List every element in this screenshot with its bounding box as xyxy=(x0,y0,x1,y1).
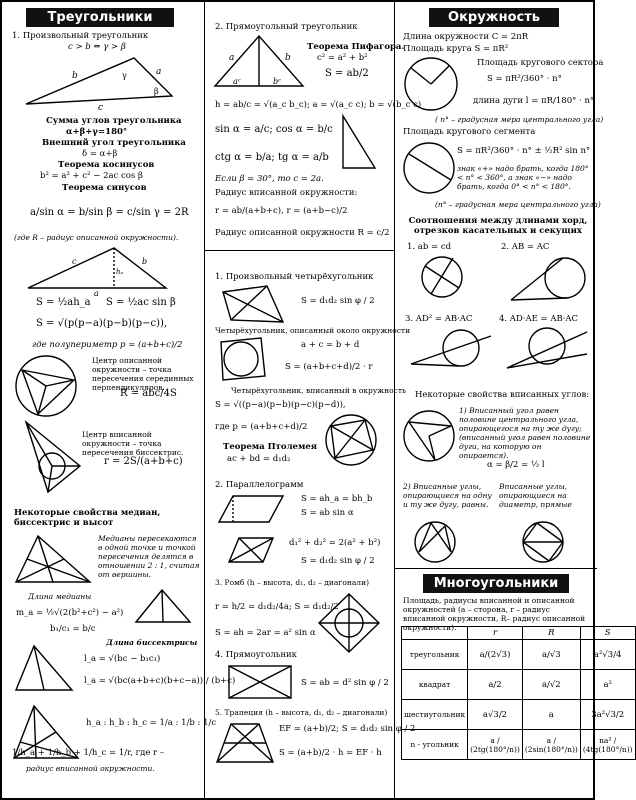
area-height-formula: S = ½ah_a xyxy=(36,297,91,308)
cell-S: 3a²√3/2 xyxy=(580,700,635,730)
rhombus-formula-2: S = ah = 2ar = a² sin α xyxy=(215,628,316,638)
segment-sign-note: знак «+» надо брать, когда 180° < n° < 360°, а знак «−» надо брать, когда 0° < n° < 180°. xyxy=(457,164,589,191)
secant-tangent-figure xyxy=(407,324,495,372)
cell-r: a√3/2 xyxy=(468,700,523,730)
svg-text:b: b xyxy=(285,53,291,63)
divider xyxy=(205,250,395,251)
rhombus-figure xyxy=(315,590,383,656)
secants-figure xyxy=(503,324,591,372)
svg-text:β: β xyxy=(154,87,159,96)
sector-figure xyxy=(401,54,461,114)
area-sine-formula: S = ½ac sin β xyxy=(106,297,176,308)
arb-triangle-title: 1. Произвольный треугольник xyxy=(12,31,149,41)
arb-inequality: c > b ⇔ γ > β xyxy=(68,42,126,52)
circle-area-formula: Площадь круга S = πR² xyxy=(403,44,509,54)
secant-3: 3. AD² = AB·AC xyxy=(405,314,473,324)
cell-R: a / (2sin(180°/n)) xyxy=(522,730,580,760)
right-angle-figure xyxy=(337,112,379,172)
circumference-formula: Длина окружности C = 2πR xyxy=(403,32,529,42)
parallelogram-area-1: S = ah_a = bh_b xyxy=(301,494,373,504)
cell-r: a/(2√3) xyxy=(468,640,523,670)
header-cell: R xyxy=(522,627,580,640)
sector-title: Площадь кругового сектора xyxy=(477,58,604,68)
rectangle-area: S = ab = d² sin φ / 2 xyxy=(301,678,389,688)
triangles-column xyxy=(2,2,236,798)
chords-figure xyxy=(417,252,467,302)
sin-cos-formula: sin α = a/c; cos α = b/c xyxy=(215,124,333,135)
tangential-title: Четырёхугольник, описанный около окружности xyxy=(215,326,411,335)
median-length-formula: m_a = ½√(2(b²+c²) − a²) xyxy=(16,608,124,618)
parallelogram-diagonals-figure xyxy=(227,534,277,566)
svg-text:γ: γ xyxy=(122,71,127,80)
tangents-2: 2. AB = AC xyxy=(501,242,550,252)
svg-text:b: b xyxy=(142,257,148,266)
quadrilateral-figure xyxy=(217,282,287,326)
inscribed-angle-rule-3: Вписанные углы, опирающиеся на диаметр, прямые xyxy=(499,482,572,509)
circumscribed-circle-figure xyxy=(8,350,88,420)
svg-text:a: a xyxy=(94,289,99,298)
inscribed-angle-rule-1: 1) Вписанный угол равен половине центрального угла, опирающегося на ту же дугу; (вписанный угол равен половине дуги, на которую он опирается). xyxy=(459,406,591,460)
brahmagupta-p: где p = (a+b+c+d)/2 xyxy=(215,422,308,432)
heron-formula: S = √(p(p−a)(p−b)(p−c)), xyxy=(36,318,168,329)
parallelogram-area-2: S = ab sin α xyxy=(301,508,354,518)
svg-text:a: a xyxy=(156,67,162,77)
header-cell: r xyxy=(468,627,523,640)
cell-r: a/2 xyxy=(468,670,523,700)
inradius-formula: r = 2S/(a+b+c) xyxy=(104,456,183,467)
table-row xyxy=(402,730,636,760)
cell-S: na² / (4tg(180°/n)) xyxy=(580,730,635,760)
trapezoid-title: 5. Трапеция (h – высота, d₁, d₂ – диагонали) xyxy=(215,708,388,717)
arbitrary-triangle-figure xyxy=(22,52,177,112)
inscribed-angles-title: Некоторые свойства вписанных углов: xyxy=(415,390,590,400)
inscribed-angle-figure xyxy=(401,406,457,468)
chords-1: 1. ab = cd xyxy=(407,242,452,252)
cell-R: a/√2 xyxy=(522,670,580,700)
angle-sum-title: Сумма углов треугольника xyxy=(46,116,182,126)
quad-title: 1. Произвольный четырёхугольник xyxy=(215,272,374,282)
divider xyxy=(395,568,597,569)
svg-text:bᶜ: bᶜ xyxy=(273,77,281,86)
parallelogram-figure xyxy=(217,492,287,526)
tangential-area: S = (a+b+c+d)/2 · r xyxy=(285,362,373,372)
heights-sum: 1/h_a + 1/h_b + 1/h_c = 1/r, где r – xyxy=(12,748,165,758)
secants-4: 4. AD·AE = AB·AC xyxy=(499,314,579,324)
circumscribed-radius: Радиус описанной окружности R = c/2 xyxy=(215,228,390,238)
bisector-length-formula-2: l_a = √(bc(a+b+c)(b+c−a)) / (b+c) xyxy=(84,676,236,686)
medians-text: Медианы пересекаются в одной точке и точкой пересечения делятся в отношении 2 : 1, считая от вершины. xyxy=(98,534,200,579)
inscribed-radius-formula: r = ab/(a+b+c), r = (a+b−c)/2 xyxy=(215,206,348,216)
circle-header: Окружность xyxy=(429,8,559,27)
sine-theorem-title: Теорема синусов xyxy=(62,183,147,193)
table-row xyxy=(402,670,636,700)
heights-note: радиус вписанной окружности. xyxy=(26,764,155,773)
rhombus-title: 3. Ромб (h – высота, d₁, d₂ – диагонали) xyxy=(215,578,369,587)
sine-theorem-note: (где R – радиус описанной окружности). xyxy=(14,233,179,242)
cell-S: a²√3/4 xyxy=(580,640,635,670)
svg-text:a: a xyxy=(229,53,235,63)
rectangle-title: 4. Прямоугольник xyxy=(215,650,297,660)
segment-formula: S = πR²/360° · n° ± ½R² sin n° xyxy=(457,146,591,156)
cosine-theorem-title: Теорема косинусов xyxy=(58,160,155,170)
tangential-equality: a + c = b + d xyxy=(301,340,360,350)
circumcenter-text: Центр описанной окружности – точка пересечения серединных перпендикуляров. xyxy=(92,356,194,392)
same-arc-figure xyxy=(411,518,459,566)
exterior-angle-title: Внешний угол треугольника xyxy=(42,138,186,148)
cosine-theorem-formula: b² = a² + c² − 2ac cos β xyxy=(40,171,143,181)
sector-note: ( n° – градусная мера центрального угла) xyxy=(435,115,604,124)
row-label: треугольник xyxy=(402,640,468,670)
parallelogram-title: 2. Параллелограмм xyxy=(215,480,304,490)
cell-R: a xyxy=(522,700,580,730)
cyclic-figure xyxy=(321,412,381,468)
ptolemy-formula: ac + bd = d₁d₂ xyxy=(227,454,291,464)
row-label: n - угольник xyxy=(402,730,468,760)
arc-formula: длина дуги l = πR/180° · n° xyxy=(473,96,595,106)
medians-title: Некоторые свойства медиан, биссектрис и высот xyxy=(14,508,161,528)
polygons-table xyxy=(401,626,636,760)
tangential-figure xyxy=(217,336,269,382)
bisector-length-formula-1: l_a = √(bc − b₁c₁) xyxy=(84,654,161,664)
segment-note: (n° – градусная мера центрального угла) xyxy=(435,200,601,209)
tangents-figure xyxy=(505,252,591,306)
example-30: Если β = 30°, то c = 2a. xyxy=(215,174,324,184)
right-triangle-figure xyxy=(211,32,307,92)
quad-area: S = d₁d₂ sin φ / 2 xyxy=(301,296,375,306)
cyclic-title: Четырёхугольник, вписанный в окружность xyxy=(231,386,407,395)
median-length-title: Длина медианы xyxy=(28,592,92,601)
table-row xyxy=(402,640,636,670)
polygons-header: Многоугольники xyxy=(423,574,569,593)
incenter-text: Центр вписанной окружности – точка пересечения биссектрис. xyxy=(82,430,184,457)
cell-S: a² xyxy=(580,670,635,700)
header-cell xyxy=(402,627,468,640)
exterior-angle-formula: δ = α+β xyxy=(82,149,118,159)
parallelogram-area-3: S = d₁d₂ sin φ / 2 xyxy=(301,556,375,566)
diameter-figure xyxy=(519,518,567,566)
trapezoid-figure xyxy=(215,720,275,766)
height-formula: h = ab/c = √(a_c b_c); a = √(a_c c); b = √(b_c c) xyxy=(215,100,422,110)
header-cell: S xyxy=(580,627,635,640)
right-area-formula: S = ab/2 xyxy=(325,68,369,79)
right-triangle-title: 2. Прямоугольный треугольник xyxy=(215,22,358,32)
table-header-row xyxy=(402,627,636,640)
bisector-figure xyxy=(12,642,76,694)
chords-title: Соотношения между длинами хорд, отрезков касательных и секущих xyxy=(408,216,588,236)
svg-text:hₐ: hₐ xyxy=(116,268,124,276)
cell-R: a/√3 xyxy=(522,640,580,670)
trapezoid-formula-2: S = (a+b)/2 · h = EF · h xyxy=(279,748,382,758)
pythagoras-formula: c² = a² + b² xyxy=(317,53,368,63)
svg-text:aᶜ: aᶜ xyxy=(233,77,241,86)
svg-text:b: b xyxy=(72,71,78,81)
tg-formula: ctg α = b/a; tg α = a/b xyxy=(215,152,329,163)
heights-ratio: h_a : h_b : h_c = 1/a : 1/b : 1/c xyxy=(86,718,217,728)
quadrilaterals-column xyxy=(205,2,422,798)
svg-text:c: c xyxy=(72,257,77,266)
inscribed-radius-title: Радиус вписанной окружности: xyxy=(215,188,358,198)
inscribed-angle-rule-2: 2) Вписанные углы, опирающиеся на одну и ту же дугу, равны. xyxy=(403,482,492,509)
sector-formula: S = πR²/360° · n° xyxy=(487,74,562,84)
sine-theorem-formula: a/sin α = b/sin β = c/sin γ = 2R xyxy=(30,207,189,218)
bisector-ratio: b₁/c₁ = b/c xyxy=(50,624,96,634)
brahmagupta-formula: S = √((p−a)(p−b)(p−c)(p−d)), xyxy=(215,400,346,410)
rhombus-formula-1: r = h/2 = d₁d₂/4a; S = d₁d₂/2 xyxy=(215,602,339,612)
height-triangle-figure xyxy=(22,244,172,298)
pythagoras-title: Теорема Пифагора. xyxy=(307,42,405,52)
circumradius-formula: R = abc/4S xyxy=(120,388,177,399)
semiperimeter-formula: где полупериметр p = (a+b+c)/2 xyxy=(32,340,183,350)
cell-r: a / (2tg(180°/n)) xyxy=(468,730,523,760)
angle-sum-formula: α+β+γ=180° xyxy=(66,127,128,137)
inscribed-angle-formula: α = β/2 = ½ l xyxy=(487,460,545,470)
row-label: шестиугольник xyxy=(402,700,468,730)
table-row xyxy=(402,700,636,730)
circle-column xyxy=(395,2,633,798)
segment-title: Площадь кругового сегмента xyxy=(403,127,536,137)
medians-figure xyxy=(12,532,94,586)
ptolemy-title: Теорема Птолемея xyxy=(223,442,318,452)
inscribed-circle-figure xyxy=(18,416,88,496)
trapezoid-formula-1: EF = (a+b)/2; S = d₁d₂ sin φ / 2 xyxy=(279,724,416,734)
parallelogram-diagonals: d₁² + d₂² = 2(a² + b²) xyxy=(289,538,381,548)
polygons-intro: Площадь, радиусы вписанной и описанной окружностей (a – сторона, r – радиус вписанной окружности, R– радиус описанной окружности). xyxy=(403,596,586,632)
bisector-length-title: Длина биссектрисы xyxy=(106,638,198,647)
triangles-header: Треугольники xyxy=(26,8,174,27)
segment-figure xyxy=(401,138,457,200)
rectangle-figure xyxy=(227,662,293,702)
row-label: квадрат xyxy=(402,670,468,700)
median-triangle-figure xyxy=(132,586,194,626)
svg-text:c: c xyxy=(98,103,104,113)
